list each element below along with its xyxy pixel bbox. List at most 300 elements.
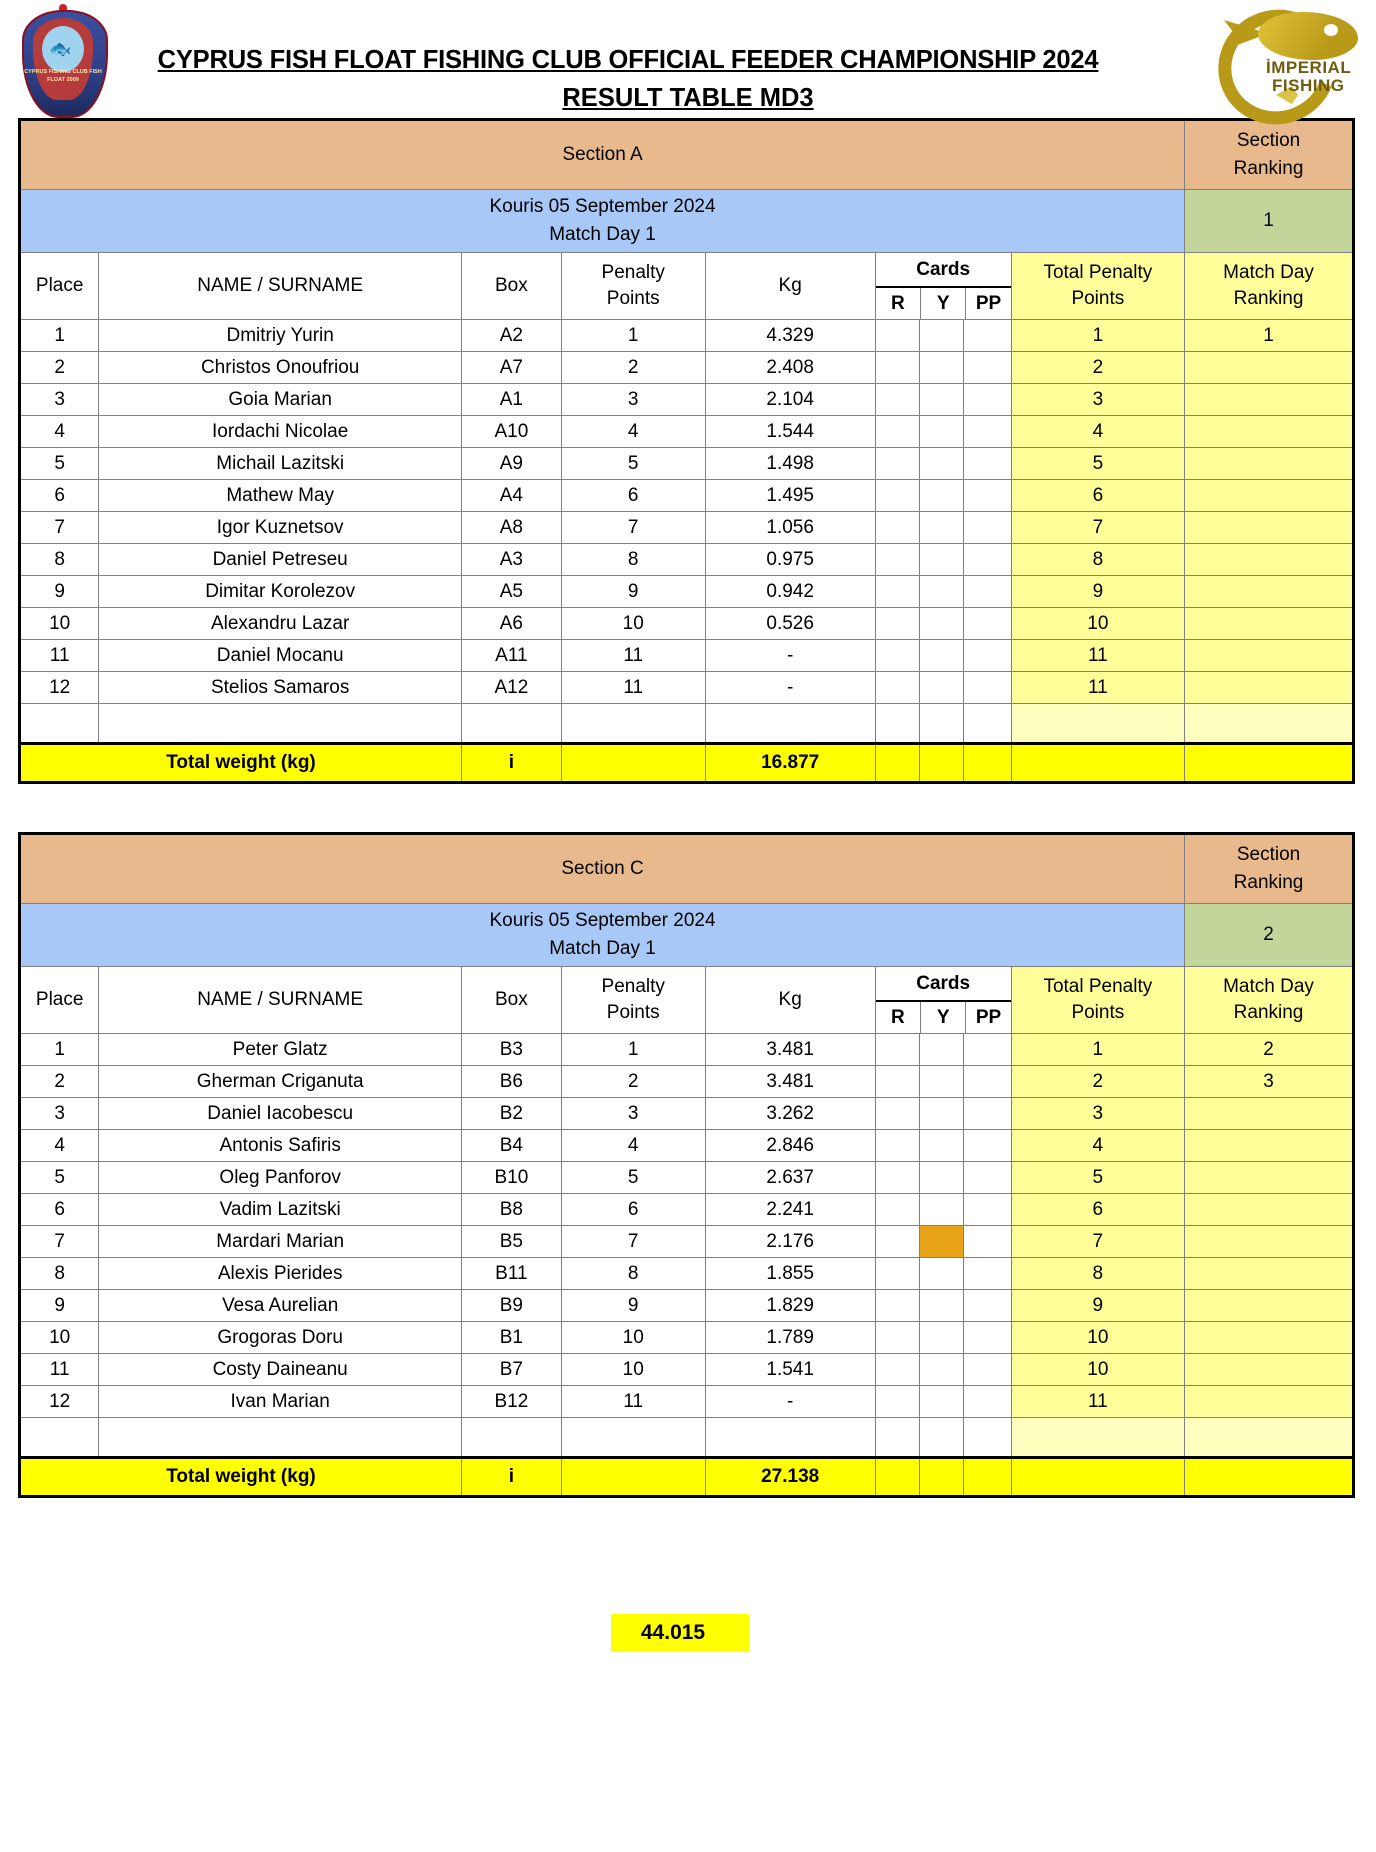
cell-name: Daniel Petreseu bbox=[99, 544, 462, 576]
cell-name: Christos Onoufriou bbox=[99, 352, 462, 384]
cell-match-day-ranking bbox=[1185, 512, 1354, 544]
cell-kg: 2.846 bbox=[705, 1130, 875, 1162]
table-row[interactable] bbox=[20, 672, 1354, 704]
cell-box: B6 bbox=[462, 1066, 562, 1098]
cell-kg: 2.408 bbox=[705, 352, 875, 384]
total-weight-label: Total weight (kg) bbox=[20, 744, 462, 783]
cell-match-day-ranking: 3 bbox=[1185, 1066, 1354, 1098]
table-row[interactable] bbox=[20, 576, 1354, 608]
cell-penalty-points: 4 bbox=[561, 416, 705, 448]
cell-box: A7 bbox=[462, 352, 562, 384]
cell-box: A8 bbox=[462, 512, 562, 544]
cell-card-red bbox=[875, 416, 919, 448]
header-kg: Kg bbox=[705, 967, 875, 1034]
cell-kg: 0.975 bbox=[705, 544, 875, 576]
cell-match-day-ranking bbox=[1185, 416, 1354, 448]
cell-box: A5 bbox=[462, 576, 562, 608]
section-title: Section A bbox=[20, 120, 1185, 190]
table-row[interactable] bbox=[20, 416, 1354, 448]
cell-match-day-ranking bbox=[1185, 1194, 1354, 1226]
cell-place: 1 bbox=[20, 320, 99, 352]
cell-name: Goia Marian bbox=[99, 384, 462, 416]
header-card-pp: PP bbox=[975, 292, 1002, 314]
cell-box: A1 bbox=[462, 384, 562, 416]
cell-card-yellow bbox=[919, 1354, 963, 1386]
cell-name: Daniel Iacobescu bbox=[99, 1098, 462, 1130]
cell-match-day-ranking bbox=[1185, 576, 1354, 608]
cell-kg: 2.176 bbox=[705, 1226, 875, 1258]
header-place: Place bbox=[20, 967, 99, 1034]
cell-match-day-ranking: 1 bbox=[1185, 320, 1354, 352]
header-card-y: Y bbox=[921, 1002, 966, 1033]
blank-card-r bbox=[875, 704, 919, 744]
table-row[interactable] bbox=[20, 1386, 1354, 1418]
cell-total-penalty-points: 10 bbox=[1011, 1354, 1184, 1386]
cell-penalty-points: 8 bbox=[561, 544, 705, 576]
cell-total-penalty-points: 11 bbox=[1011, 672, 1184, 704]
cell-name: Grogoras Doru bbox=[99, 1322, 462, 1354]
cell-card-red bbox=[875, 1322, 919, 1354]
cell-box: A11 bbox=[462, 640, 562, 672]
total-card-y bbox=[919, 1458, 963, 1497]
cell-name: Mathew May bbox=[99, 480, 462, 512]
cell-total-penalty-points: 8 bbox=[1011, 544, 1184, 576]
section-title-row bbox=[20, 834, 1354, 904]
cell-penalty-points: 11 bbox=[561, 1386, 705, 1418]
table-row[interactable] bbox=[20, 1130, 1354, 1162]
table-row[interactable] bbox=[20, 512, 1354, 544]
cell-card-pp bbox=[964, 576, 1012, 608]
cell-penalty-points: 11 bbox=[561, 640, 705, 672]
header-cards bbox=[875, 253, 1011, 320]
cell-kg: 0.526 bbox=[705, 608, 875, 640]
cell-place: 5 bbox=[20, 1162, 99, 1194]
header-total-penalty-l2: Points bbox=[1071, 288, 1125, 309]
cell-card-red bbox=[875, 448, 919, 480]
cell-place: 6 bbox=[20, 1194, 99, 1226]
cell-penalty-points: 11 bbox=[561, 672, 705, 704]
column-header-row bbox=[20, 253, 1354, 320]
cell-card-pp bbox=[964, 320, 1012, 352]
table-row[interactable] bbox=[20, 320, 1354, 352]
cell-box: B9 bbox=[462, 1290, 562, 1322]
cell-box: A6 bbox=[462, 608, 562, 640]
total-weight-kg: 16.877 bbox=[705, 744, 875, 783]
total-weight-box: i bbox=[462, 1458, 562, 1497]
cell-card-red bbox=[875, 384, 919, 416]
cell-card-red bbox=[875, 1258, 919, 1290]
blank-total bbox=[1011, 704, 1184, 744]
header-match-day-l1: Match Day bbox=[1223, 262, 1314, 284]
imperial-fishing-logo bbox=[1206, 2, 1366, 107]
cell-kg: - bbox=[705, 672, 875, 704]
header-card-r: R bbox=[876, 1002, 921, 1033]
table-row[interactable] bbox=[20, 1258, 1354, 1290]
cell-match-day-ranking bbox=[1185, 1322, 1354, 1354]
section-ranking-header bbox=[1185, 834, 1354, 904]
cell-card-pp bbox=[964, 1322, 1012, 1354]
header-cards bbox=[875, 967, 1011, 1034]
cell-total-penalty-points: 5 bbox=[1011, 1162, 1184, 1194]
cell-total-penalty-points: 5 bbox=[1011, 448, 1184, 480]
cell-card-yellow bbox=[919, 384, 963, 416]
cell-card-red bbox=[875, 480, 919, 512]
cell-total-penalty-points: 4 bbox=[1011, 1130, 1184, 1162]
cell-card-yellow bbox=[919, 640, 963, 672]
cell-match-day-ranking bbox=[1185, 1098, 1354, 1130]
blank-card-r bbox=[875, 1418, 919, 1458]
section-result-table bbox=[18, 832, 1355, 1498]
header-penalty-points-l2: Points bbox=[606, 1002, 660, 1023]
cell-kg: 2.104 bbox=[705, 384, 875, 416]
total-weight-box: i bbox=[462, 744, 562, 783]
section-ranking-header bbox=[1185, 120, 1354, 190]
cell-place: 1 bbox=[20, 1034, 99, 1066]
cell-match-day-ranking bbox=[1185, 352, 1354, 384]
cell-penalty-points: 10 bbox=[561, 1322, 705, 1354]
cell-kg: 2.241 bbox=[705, 1194, 875, 1226]
cell-match-day-ranking bbox=[1185, 1354, 1354, 1386]
cell-penalty-points: 6 bbox=[561, 480, 705, 512]
cell-name: Antonis Safiris bbox=[99, 1130, 462, 1162]
cell-place: 4 bbox=[20, 1130, 99, 1162]
cell-name: Oleg Panforov bbox=[99, 1162, 462, 1194]
cell-total-penalty-points: 4 bbox=[1011, 416, 1184, 448]
blank-name bbox=[99, 1418, 462, 1458]
spacer-row bbox=[20, 1418, 1354, 1458]
venue-date: Kouris 05 September 2024 bbox=[489, 909, 716, 931]
cell-place: 7 bbox=[20, 512, 99, 544]
sections-container bbox=[0, 118, 1376, 1498]
total-weight-pp bbox=[561, 744, 705, 783]
cell-place: 11 bbox=[20, 640, 99, 672]
header-penalty-points bbox=[561, 253, 705, 320]
cell-place: 6 bbox=[20, 480, 99, 512]
header-card-r: R bbox=[876, 288, 921, 319]
section-block bbox=[0, 832, 1376, 1498]
total-weight-kg: 27.138 bbox=[705, 1458, 875, 1497]
table-row[interactable] bbox=[20, 384, 1354, 416]
blank-place bbox=[20, 704, 99, 744]
cell-card-yellow bbox=[919, 608, 963, 640]
cell-name: Daniel Mocanu bbox=[99, 640, 462, 672]
cell-card-pp bbox=[964, 1290, 1012, 1322]
total-md-rank bbox=[1185, 744, 1354, 783]
cell-card-yellow bbox=[919, 1098, 963, 1130]
cell-card-yellow bbox=[919, 1322, 963, 1354]
cell-total-penalty-points: 11 bbox=[1011, 1386, 1184, 1418]
cell-card-yellow bbox=[919, 416, 963, 448]
blank-card-y bbox=[919, 1418, 963, 1458]
cell-card-yellow bbox=[919, 512, 963, 544]
header-cards-label: Cards bbox=[876, 967, 1011, 1002]
table-row[interactable] bbox=[20, 1354, 1354, 1386]
cell-name: Dmitriy Yurin bbox=[99, 320, 462, 352]
blank-pp bbox=[561, 704, 705, 744]
header-match-day-l2: Ranking bbox=[1233, 288, 1304, 309]
cell-total-penalty-points: 7 bbox=[1011, 1226, 1184, 1258]
cell-name: Ivan Marian bbox=[99, 1386, 462, 1418]
cell-card-pp bbox=[964, 384, 1012, 416]
cell-card-yellow bbox=[919, 352, 963, 384]
cell-kg: 0.942 bbox=[705, 576, 875, 608]
cell-card-pp bbox=[964, 416, 1012, 448]
total-weight-pp bbox=[561, 1458, 705, 1497]
cell-penalty-points: 5 bbox=[561, 1162, 705, 1194]
spacer-row bbox=[20, 704, 1354, 744]
blank-md-rank bbox=[1185, 1418, 1354, 1458]
header-total-penalty-l1: Total Penalty bbox=[1043, 262, 1153, 284]
cell-place: 2 bbox=[20, 352, 99, 384]
cell-kg: 1.056 bbox=[705, 512, 875, 544]
cell-card-yellow bbox=[919, 320, 963, 352]
table-row[interactable] bbox=[20, 1322, 1354, 1354]
cell-match-day-ranking bbox=[1185, 1130, 1354, 1162]
cell-total-penalty-points: 10 bbox=[1011, 608, 1184, 640]
cell-card-pp bbox=[964, 640, 1012, 672]
cell-total-penalty-points: 11 bbox=[1011, 640, 1184, 672]
header-box: Box bbox=[462, 253, 562, 320]
cell-match-day-ranking bbox=[1185, 672, 1354, 704]
cell-kg: 1.544 bbox=[705, 416, 875, 448]
table-row[interactable] bbox=[20, 1034, 1354, 1066]
header-penalty-points-l2: Points bbox=[606, 288, 660, 309]
cell-card-pp bbox=[964, 512, 1012, 544]
table-row[interactable] bbox=[20, 640, 1354, 672]
cell-name: Mardari Marian bbox=[99, 1226, 462, 1258]
header-kg: Kg bbox=[705, 253, 875, 320]
cell-name: Stelios Samaros bbox=[99, 672, 462, 704]
cell-card-red bbox=[875, 512, 919, 544]
cell-box: A3 bbox=[462, 544, 562, 576]
cell-total-penalty-points: 9 bbox=[1011, 1290, 1184, 1322]
table-row[interactable] bbox=[20, 544, 1354, 576]
section-ranking-value: 2 bbox=[1185, 904, 1354, 967]
cell-card-red bbox=[875, 672, 919, 704]
blank-card-pp bbox=[964, 704, 1012, 744]
cell-box: B7 bbox=[462, 1354, 562, 1386]
venue-info bbox=[20, 190, 1185, 253]
cell-card-yellow bbox=[919, 672, 963, 704]
cell-card-yellow bbox=[919, 1194, 963, 1226]
cell-card-yellow bbox=[919, 480, 963, 512]
cell-card-yellow bbox=[919, 1130, 963, 1162]
cell-card-pp bbox=[964, 1130, 1012, 1162]
cell-place: 11 bbox=[20, 1354, 99, 1386]
cell-kg: 4.329 bbox=[705, 320, 875, 352]
cell-card-pp bbox=[964, 1226, 1012, 1258]
blank-kg bbox=[705, 1418, 875, 1458]
cell-penalty-points: 2 bbox=[561, 352, 705, 384]
cell-card-red bbox=[875, 1194, 919, 1226]
table-row[interactable] bbox=[20, 1066, 1354, 1098]
cell-total-penalty-points: 6 bbox=[1011, 480, 1184, 512]
header-match-day-ranking bbox=[1185, 253, 1354, 320]
cell-card-yellow bbox=[919, 1066, 963, 1098]
header-total-penalty-points bbox=[1011, 253, 1184, 320]
cell-name: Dimitar Korolezov bbox=[99, 576, 462, 608]
blank-total bbox=[1011, 1418, 1184, 1458]
cell-card-yellow bbox=[919, 448, 963, 480]
venue-matchday: Match Day 1 bbox=[549, 224, 656, 245]
cell-card-yellow bbox=[919, 544, 963, 576]
cell-match-day-ranking bbox=[1185, 1226, 1354, 1258]
cell-card-red bbox=[875, 1290, 919, 1322]
cell-card-pp bbox=[964, 1386, 1012, 1418]
cell-card-red bbox=[875, 1098, 919, 1130]
venue-row bbox=[20, 190, 1354, 253]
total-card-r bbox=[875, 744, 919, 783]
blank-pp bbox=[561, 1418, 705, 1458]
page-title bbox=[0, 46, 1376, 113]
cell-card-pp bbox=[964, 1066, 1012, 1098]
cell-penalty-points: 9 bbox=[561, 576, 705, 608]
cell-total-penalty-points: 2 bbox=[1011, 352, 1184, 384]
fish-icon: 🐟 bbox=[49, 39, 72, 59]
table-row[interactable] bbox=[20, 448, 1354, 480]
cell-place: 7 bbox=[20, 1226, 99, 1258]
cell-place: 12 bbox=[20, 1386, 99, 1418]
table-row[interactable] bbox=[20, 352, 1354, 384]
club-logo-text: CYPRUS FISHING CLUB FISH FLOAT 2009 bbox=[24, 69, 102, 84]
total-md-rank bbox=[1185, 1458, 1354, 1497]
cell-penalty-points: 4 bbox=[561, 1130, 705, 1162]
cell-total-penalty-points: 6 bbox=[1011, 1194, 1184, 1226]
cell-card-red bbox=[875, 1034, 919, 1066]
header-match-day-ranking bbox=[1185, 967, 1354, 1034]
cell-kg: 3.481 bbox=[705, 1034, 875, 1066]
blank-box bbox=[462, 704, 562, 744]
cell-kg: 1.498 bbox=[705, 448, 875, 480]
cell-name: Vesa Aurelian bbox=[99, 1290, 462, 1322]
cell-name: Alexis Pierides bbox=[99, 1258, 462, 1290]
cell-name: Peter Glatz bbox=[99, 1034, 462, 1066]
cell-card-red bbox=[875, 1130, 919, 1162]
venue-info bbox=[20, 904, 1185, 967]
cell-card-red bbox=[875, 544, 919, 576]
header-match-day-l1: Match Day bbox=[1223, 976, 1314, 998]
cell-match-day-ranking bbox=[1185, 1162, 1354, 1194]
header-total-penalty-points bbox=[1011, 967, 1184, 1034]
cell-card-yellow bbox=[919, 1290, 963, 1322]
cell-penalty-points: 2 bbox=[561, 1066, 705, 1098]
cell-total-penalty-points: 1 bbox=[1011, 320, 1184, 352]
cell-card-pp bbox=[964, 480, 1012, 512]
table-row[interactable] bbox=[20, 480, 1354, 512]
grand-total-value: 44.015 bbox=[611, 1614, 749, 1652]
cell-name: Vadim Lazitski bbox=[99, 1194, 462, 1226]
championship-title: CYPRUS FISH FLOAT FISHING CLUB OFFICIAL FEEDER CHAMPIONSHIP 2024 bbox=[157, 46, 1099, 74]
cell-place: 8 bbox=[20, 544, 99, 576]
cell-kg: 1.789 bbox=[705, 1322, 875, 1354]
cell-card-yellow bbox=[919, 1162, 963, 1194]
cell-place: 3 bbox=[20, 384, 99, 416]
total-weight-row bbox=[20, 744, 1354, 783]
cell-match-day-ranking bbox=[1185, 480, 1354, 512]
cell-kg: 2.637 bbox=[705, 1162, 875, 1194]
cell-box: B10 bbox=[462, 1162, 562, 1194]
cell-place: 9 bbox=[20, 1290, 99, 1322]
blank-kg bbox=[705, 704, 875, 744]
cell-box: A2 bbox=[462, 320, 562, 352]
fish-eye bbox=[1324, 24, 1338, 36]
cell-box: B12 bbox=[462, 1386, 562, 1418]
cell-total-penalty-points: 3 bbox=[1011, 1098, 1184, 1130]
cell-box: A9 bbox=[462, 448, 562, 480]
cell-card-red bbox=[875, 576, 919, 608]
cell-card-pp bbox=[964, 1034, 1012, 1066]
table-row[interactable] bbox=[20, 1290, 1354, 1322]
table-row[interactable] bbox=[20, 608, 1354, 640]
cell-total-penalty-points: 9 bbox=[1011, 576, 1184, 608]
cell-card-red bbox=[875, 1162, 919, 1194]
blank-box bbox=[462, 1418, 562, 1458]
section-ranking-label-1: Section bbox=[1236, 844, 1301, 866]
cell-kg: - bbox=[705, 1386, 875, 1418]
cell-kg: 1.829 bbox=[705, 1290, 875, 1322]
header-name: NAME / SURNAME bbox=[99, 967, 462, 1034]
total-weight-row bbox=[20, 1458, 1354, 1497]
cell-penalty-points: 10 bbox=[561, 608, 705, 640]
cell-penalty-points: 8 bbox=[561, 1258, 705, 1290]
cell-card-pp bbox=[964, 544, 1012, 576]
cell-place: 12 bbox=[20, 672, 99, 704]
header-total-penalty-l2: Points bbox=[1071, 1002, 1125, 1023]
header-penalty-points-l1: Penalty bbox=[601, 976, 665, 998]
cell-match-day-ranking bbox=[1185, 384, 1354, 416]
cell-card-red bbox=[875, 1386, 919, 1418]
section-block bbox=[0, 118, 1376, 784]
total-weight-label: Total weight (kg) bbox=[20, 1458, 462, 1497]
cell-box: B5 bbox=[462, 1226, 562, 1258]
imperial-logo-line1: İMPERIAL bbox=[1266, 58, 1352, 77]
cell-total-penalty-points: 8 bbox=[1011, 1258, 1184, 1290]
cell-total-penalty-points: 1 bbox=[1011, 1034, 1184, 1066]
cell-penalty-points: 3 bbox=[561, 1098, 705, 1130]
table-row[interactable] bbox=[20, 1226, 1354, 1258]
cell-card-yellow bbox=[919, 576, 963, 608]
cell-kg: 1.495 bbox=[705, 480, 875, 512]
section-ranking-label-1: Section bbox=[1236, 130, 1301, 152]
cell-card-yellow bbox=[919, 1386, 963, 1418]
table-row[interactable] bbox=[20, 1098, 1354, 1130]
header-place: Place bbox=[20, 253, 99, 320]
cell-name: Michail Lazitski bbox=[99, 448, 462, 480]
header-match-day-l2: Ranking bbox=[1233, 1002, 1304, 1023]
cell-place: 2 bbox=[20, 1066, 99, 1098]
table-row[interactable] bbox=[20, 1194, 1354, 1226]
cell-box: A4 bbox=[462, 480, 562, 512]
cell-card-red bbox=[875, 640, 919, 672]
cell-card-pp bbox=[964, 1354, 1012, 1386]
cell-penalty-points: 1 bbox=[561, 1034, 705, 1066]
table-row[interactable] bbox=[20, 1162, 1354, 1194]
cell-card-yellow bbox=[919, 1258, 963, 1290]
cell-match-day-ranking bbox=[1185, 1290, 1354, 1322]
cell-total-penalty-points: 10 bbox=[1011, 1322, 1184, 1354]
cell-penalty-points: 7 bbox=[561, 512, 705, 544]
header-cards-label: Cards bbox=[876, 253, 1011, 288]
cell-card-red bbox=[875, 1226, 919, 1258]
cell-kg: 1.541 bbox=[705, 1354, 875, 1386]
section-result-table bbox=[18, 118, 1355, 784]
cell-card-yellow bbox=[919, 1034, 963, 1066]
venue-date: Kouris 05 September 2024 bbox=[489, 195, 716, 217]
cell-penalty-points: 5 bbox=[561, 448, 705, 480]
cell-place: 4 bbox=[20, 416, 99, 448]
cell-place: 5 bbox=[20, 448, 99, 480]
cell-card-pp bbox=[964, 672, 1012, 704]
